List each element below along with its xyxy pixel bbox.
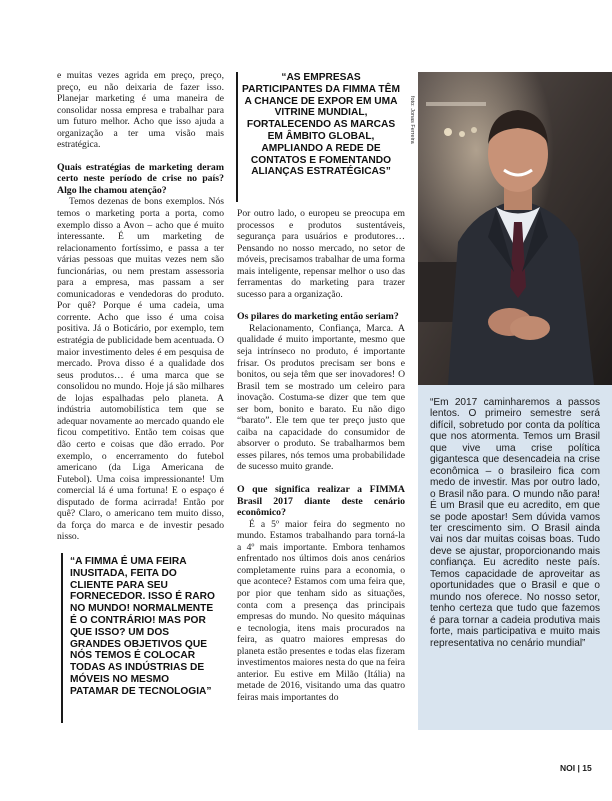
article-column-1 bbox=[57, 70, 224, 543]
paragraph: É a 5º maior feira do segmento no mundo. Estamos trabalhando para torná-la a 4º mais importante. Embora tenhamos enfrentado nos últimos dois anos cenários completamente ruins para a economia, o que acontece? Estamos com uma feira que, por pior que tenham sido as situações, conta com a presença das principais empresas do mundo. No quesito máquinas e tecnologia, itens mais procurados na feira, as quatro maiores empresas do planeta estão presentes e todas elas fizeram investimentos maiores nesta do que na feira anterior. Eu estive em Milão (Itália) na metade de 2016, visitando uma das quatro feiras mais importantes do bbox=[237, 518, 405, 703]
page-number: NOI | 15 bbox=[560, 763, 592, 773]
pull-quote-bottom: “A FIMMA É UMA FEIRA INUSITADA, FEITA DO CLIENTE PARA SEU FORNECEDOR. ISSO É RARO NO MUNDO! NORMALMENTE É O CONTRÁRIO! MAS POR QUE ISSO? UM DOS GRANDES OBJETIVOS QUE NÓS TEMOS É COLOCAR TODAS AS INDÚSTRIAS DE MÓVEIS NO MESMO PATAMAR DE TECNOLOGIA” bbox=[70, 556, 215, 697]
interview-question: Quais estratégias de marketing deram certo neste período de crise no país? Algo lhe chamou atenção? bbox=[57, 161, 224, 196]
photo-credit bbox=[406, 96, 416, 176]
pull-quote-bar bbox=[236, 72, 238, 202]
article-column-2 bbox=[237, 208, 405, 703]
portrait-photo bbox=[418, 72, 612, 385]
paragraph: Temos dezenas de bons exemplos. Nós temos o marketing porta a porta, como exemplo disso a Avon – acho que é muito interessante. É um marketing de relacionamento fortíssimo, e passa a ter várias pessoas que muitas vezes nem são funcionárias, ou nem prestam assessoria para a empresa, mas passam a ser comunicadoras e vendedoras do produto. Por quê? Porque é uma cadeia, uma corrente. Acho que isso é uma coisa positiva. Já o Boticário, por exemplo, tem estratégia de publicidade bem acentuada. O maior investimento deles é em pesquisa de mercado. Prova disso é a qualidade dos seus produtos… é uma marca que se consolidou no mundo. Hoje já são milhares de lojas espalhadas pelo planeta. A indústria automobilística tem que se adequar novamente ao mercado quando ele ficou competitivo. Então tem coisas que dão certo e coisas que dão errado. Por exemplo, o encerramento do futebol americano (da Liga Americana de Futebol). Uma coisa impressionante! Um comercial lá é uma fortuna! E o espaço é disputado de forma acirrada! Então por quê? Claro, o americano tem muito disso, da força do marca e de investir pesado nisso. bbox=[57, 196, 224, 543]
portrait-illustration bbox=[418, 72, 612, 385]
paragraph: Por outro lado, o europeu se preocupa em processos e produtos sustentáveis, segurança para usuários e produtores… Pensando no nosso mercado, no setor de móveis, precisamos trabalhar de uma forma mais inteligente, repensar melhor o uso das ferramentas do marketing para trazer sucesso para a organização. bbox=[237, 208, 405, 300]
paragraph: e muitas vezes agrida em preço, preço, preço, eu não deixaria de fazer isso. Planejar marketing é uma maneira de consolidar nossa empresa e trabalhar para um futuro melhor. Acho que isso ajuda a organização a ter uma visão mais estratégica. bbox=[57, 70, 224, 151]
sidebar-quote: “Em 2017 caminharemos a passos lentos. O primeiro semestre será difícil, sobretudo por conta da política que nos atormenta. Temos um Brasil que vive uma crise política gigantesca que desencadeia na crise econômica – o brasileiro fica com medo de investir. Mas por outro lado, o Brasil não para. O mundo não para! É um Brasil que eu acredito, em que se pode apostar! Sem dúvida vamos ter crescimento sim. O Brasil ainda vai nos dar muitas coisas boas. Tudo deve se ajustar, proporcionando mais confiança. Eu acredito neste país. Temos capacidade de aproveitar as oportunidades que o Brasil e que o mundo nos oferece. No nosso setor, tenho certeza que tudo que fazemos é para tornar a cadeia produtiva mais forte, mais participativa e muito mais representativa no cenário mundial” bbox=[430, 397, 600, 649]
pull-quote-top: “AS EMPRESAS PARTICIPANTES DA FIMMA TÊM A CHANCE DE EXPOR EM UMA VITRINE MUNDIAL, FORTALECENDO AS MARCAS EM ÂMBITO GLOBAL, AMPLIANDO A REDE DE CONTATOS E FOMENTANDO ALIANÇAS ESTRATÉGICAS” bbox=[242, 72, 400, 178]
interview-question: O que significa realizar a FIMMA Brasil 2017 diante deste cenário econômico? bbox=[237, 484, 405, 519]
interview-question: Os pilares do marketing então seriam? bbox=[237, 311, 399, 323]
paragraph: Relacionamento, Confiança, Marca. A qualidade é muito importante, mesmo que seja intrínseco no produto, é importante frisar. Os produtos precisam ser bons e bonitos, ou seja têm que ser inovadores! O Brasil tem se mostrado um celeiro para inovação. Costuma-se dizer que tem que ser bom, bonito e barato. Eu não digo “barato”. Ele tem que ter preço justo que caiba na capacidade do consumidor de absorver o produto. Se trabalharmos bem esses pilares, nós temos uma probabilidade de sucesso muito grande. bbox=[237, 322, 405, 473]
photo-credit-text: foto: Jonas Ferreira bbox=[409, 96, 415, 144]
pull-quote-bar bbox=[61, 553, 63, 723]
